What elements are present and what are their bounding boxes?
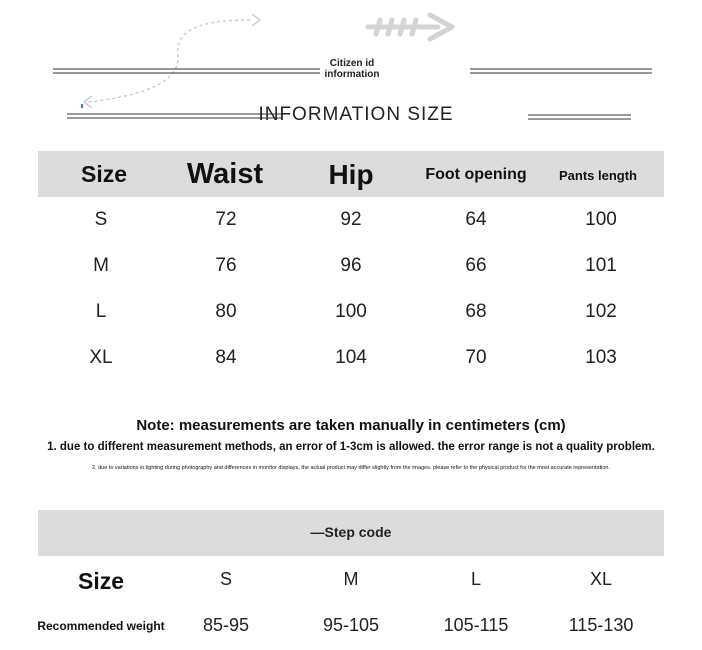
column-header-size: Size	[80, 161, 128, 187]
table-cell: 64	[465, 209, 487, 230]
column-header-waist: Waist	[186, 158, 264, 190]
step-size-cell: L	[470, 569, 482, 589]
column-header-foot-opening: Foot opening	[425, 166, 527, 183]
measurement-note: Note: measurements are taken manually in centimeters (cm)	[136, 417, 566, 434]
table-cell: 80	[215, 301, 237, 322]
table-cell: S	[94, 209, 108, 230]
table-cell: 72	[215, 209, 237, 230]
header-small-line2: information	[324, 69, 380, 80]
recommended-weight-label: Recommended weight	[37, 619, 165, 633]
table-cell: 103	[585, 347, 617, 368]
table-cell: 104	[335, 347, 367, 368]
table-cell: 102	[585, 301, 617, 322]
table-cell: 76	[215, 255, 237, 276]
table-cell: 100	[585, 209, 617, 230]
column-header-pants-length: Pants length	[558, 168, 638, 183]
dashed-curve-arrow-icon	[88, 20, 250, 102]
header-small-text	[300, 58, 404, 80]
step-size-label: Size	[77, 568, 125, 594]
table-cell: XL	[89, 347, 113, 368]
step-size-cell: S	[219, 569, 233, 589]
step-size-cell: XL	[589, 569, 613, 589]
note-line-1: 1. due to different measurement methods, an error of 1-3cm is allowed. the error range is not a quality problem.	[47, 441, 655, 453]
step-code-title: —Step code	[310, 524, 392, 540]
header-small-line1: Citizen id	[329, 58, 375, 69]
table-cell: 66	[465, 255, 487, 276]
note-line-2: 2. due to variations in lighting during photography and differences in monitor displays, the actual product may differ slightly from the images. please refer to the physical product for the most accurate representation.	[92, 465, 610, 471]
weight-cell: 115-130	[568, 615, 634, 635]
step-size-cell: M	[343, 569, 359, 589]
arrow-right-icon	[368, 15, 452, 39]
weight-cell: 85-95	[202, 615, 250, 635]
table-cell: L	[95, 301, 107, 322]
table-cell: 96	[340, 255, 362, 276]
table-cell: 68	[465, 301, 487, 322]
table-cell: 70	[465, 347, 487, 368]
page-title: INFORMATION SIZE	[258, 104, 454, 125]
table-cell: 84	[215, 347, 237, 368]
weight-cell: 105-115	[443, 615, 509, 635]
weight-cell: 95-105	[322, 615, 380, 635]
column-header-hip: Hip	[328, 159, 374, 190]
table-cell: M	[93, 255, 109, 276]
table-cell: 92	[340, 209, 362, 230]
table-cell: 100	[335, 301, 367, 322]
table-cell: 101	[585, 255, 617, 276]
